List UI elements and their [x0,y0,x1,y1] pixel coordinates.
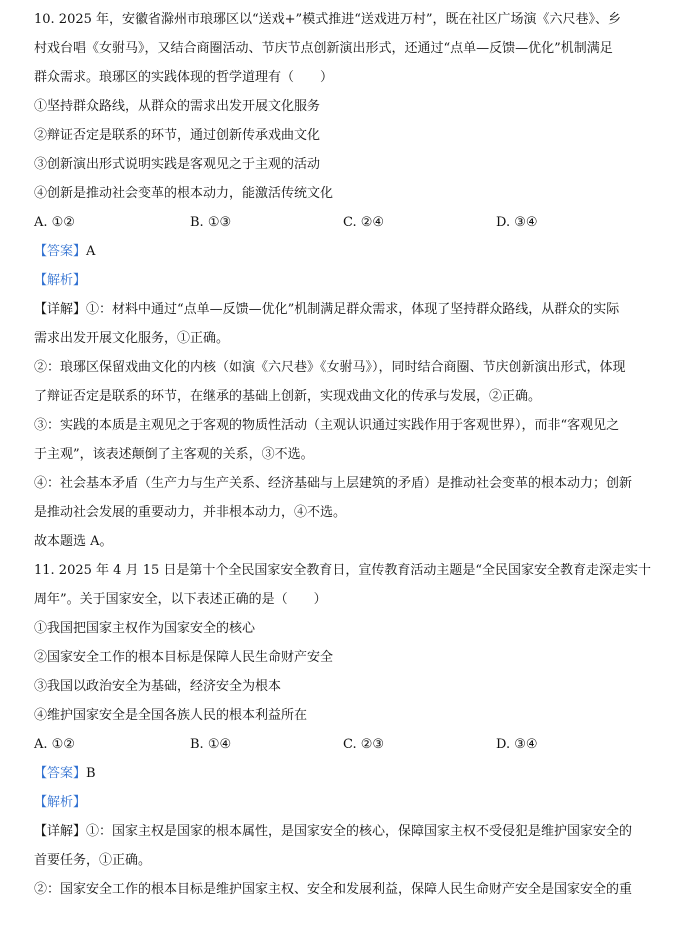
q11-option-a: A. ①② [34,737,75,752]
q11-item-2: ②国家安全工作的根本目标是保障人民生命财产安全 [34,650,334,665]
q10-item-1: ①坚持群众路线，从群众的需求出发开展文化服务 [34,99,321,114]
q10-stem-line-3: 群众需求。琅琊区的实践体现的哲学道理有（ ） [34,70,334,85]
q10-option-b: B. ①③ [190,215,232,230]
q11-detail-text-1: ①：国家主权是国家的根本属性，是国家安全的核心，保障国家主权不受侵犯是维护国家安全的 [86,824,633,839]
q10-answer-tag: 【答案】 [34,244,87,259]
q11-stem-line-2: 周年”。关于国家安全，以下表述正确的是（ ） [34,592,327,607]
q11-answer-value: B [86,766,96,781]
q10-detail-line-4: 了辩证否定是联系的环节，在继承的基础上创新，实现戏曲文化的传承与发展，②正确。 [34,389,542,404]
q10-conclusion: 故本题选 A。 [34,534,113,549]
q10-answer [34,243,658,261]
q11-analysis-tag: 【解析】 [34,795,87,810]
q10-detail-line-7: ④：社会基本矛盾（生产力与生产关系、经济基础与上层建筑的矛盾）是推动社会变革的根本动力；创新 [34,476,633,491]
q10-option-a: A. ①② [34,215,75,230]
q10-detail-line-2: 需求出发开展文化服务，①正确。 [34,331,230,346]
q10-analysis-tag: 【解析】 [34,273,87,288]
q10-stem-line-1: 10. 2025 年，安徽省滁州市琅琊区以“送戏+”模式推进“送戏进万村”，既在社区广场演《六尺巷》、乡 [34,12,622,27]
q10-detail-line-1 [34,301,658,319]
q10-detail-tag: 【详解】 [34,302,87,317]
q10-detail-line-3: ②：琅琊区保留戏曲文化的内核（如演《六尺巷》《女驸马》），同时结合商圈、节庆创新演出形式，体现 [34,360,626,375]
q11-option-d: D. ③④ [496,737,538,752]
q11-item-1: ①我国把国家主权作为国家安全的核心 [34,621,256,636]
q11-option-b: B. ①④ [190,737,232,752]
q10-item-2: ②辩证否定是联系的环节，通过创新传承戏曲文化 [34,128,321,143]
q11-detail-line-2: 首要任务，①正确。 [34,853,152,868]
q10-detail-line-6: 于主观”，该表述颠倒了主客观的关系，③不选。 [34,447,314,462]
q11-answer [34,765,658,783]
q11-analysis-heading [34,794,658,812]
q10-detail-line-8: 是推动社会发展的重要动力，并非根本动力，④不选。 [34,505,347,520]
q10-answer-value: A [86,244,96,259]
q11-item-3: ③我国以政治安全为基础，经济安全为根本 [34,679,282,694]
q10-item-4: ④创新是推动社会变革的根本动力，能激活传统文化 [34,186,334,201]
q10-stem-line-2: 村戏台唱《女驸马》，又结合商圈活动、节庆节点创新演出形式，还通过“点单—反馈—优化”机制满足 [34,41,613,56]
q11-detail-line-3: ②：国家安全工作的根本目标是维护国家主权、安全和发展利益，保障人民生命财产安全是国家安全的重 [34,882,633,897]
q11-item-4: ④维护国家安全是全国各族人民的根本利益所在 [34,708,308,723]
q11-detail-line-1 [34,823,658,841]
q11-option-c: C. ②③ [343,737,385,752]
q11-detail-tag: 【详解】 [34,824,87,839]
q10-option-d: D. ③④ [496,215,538,230]
q10-item-3: ③创新演出形式说明实践是客观见之于主观的活动 [34,157,321,172]
q10-option-c: C. ②④ [343,215,385,230]
q10-detail-text-1: ①：材料中通过“点单—反馈—优化”机制满足群众需求，体现了坚持群众路线，从群众的实际 [86,302,620,317]
q11-answer-tag: 【答案】 [34,766,87,781]
q10-analysis-heading [34,272,658,290]
q10-detail-line-5: ③：实践的本质是主观见之于客观的物质性活动（主观认识通过实践作用于客观世界），而非“客观见之 [34,418,620,433]
q11-stem-line-1: 11. 2025 年 4 月 15 日是第十个全民国家安全教育日，宣传教育活动主题是“全民国家安全教育走深走实十 [34,563,652,578]
